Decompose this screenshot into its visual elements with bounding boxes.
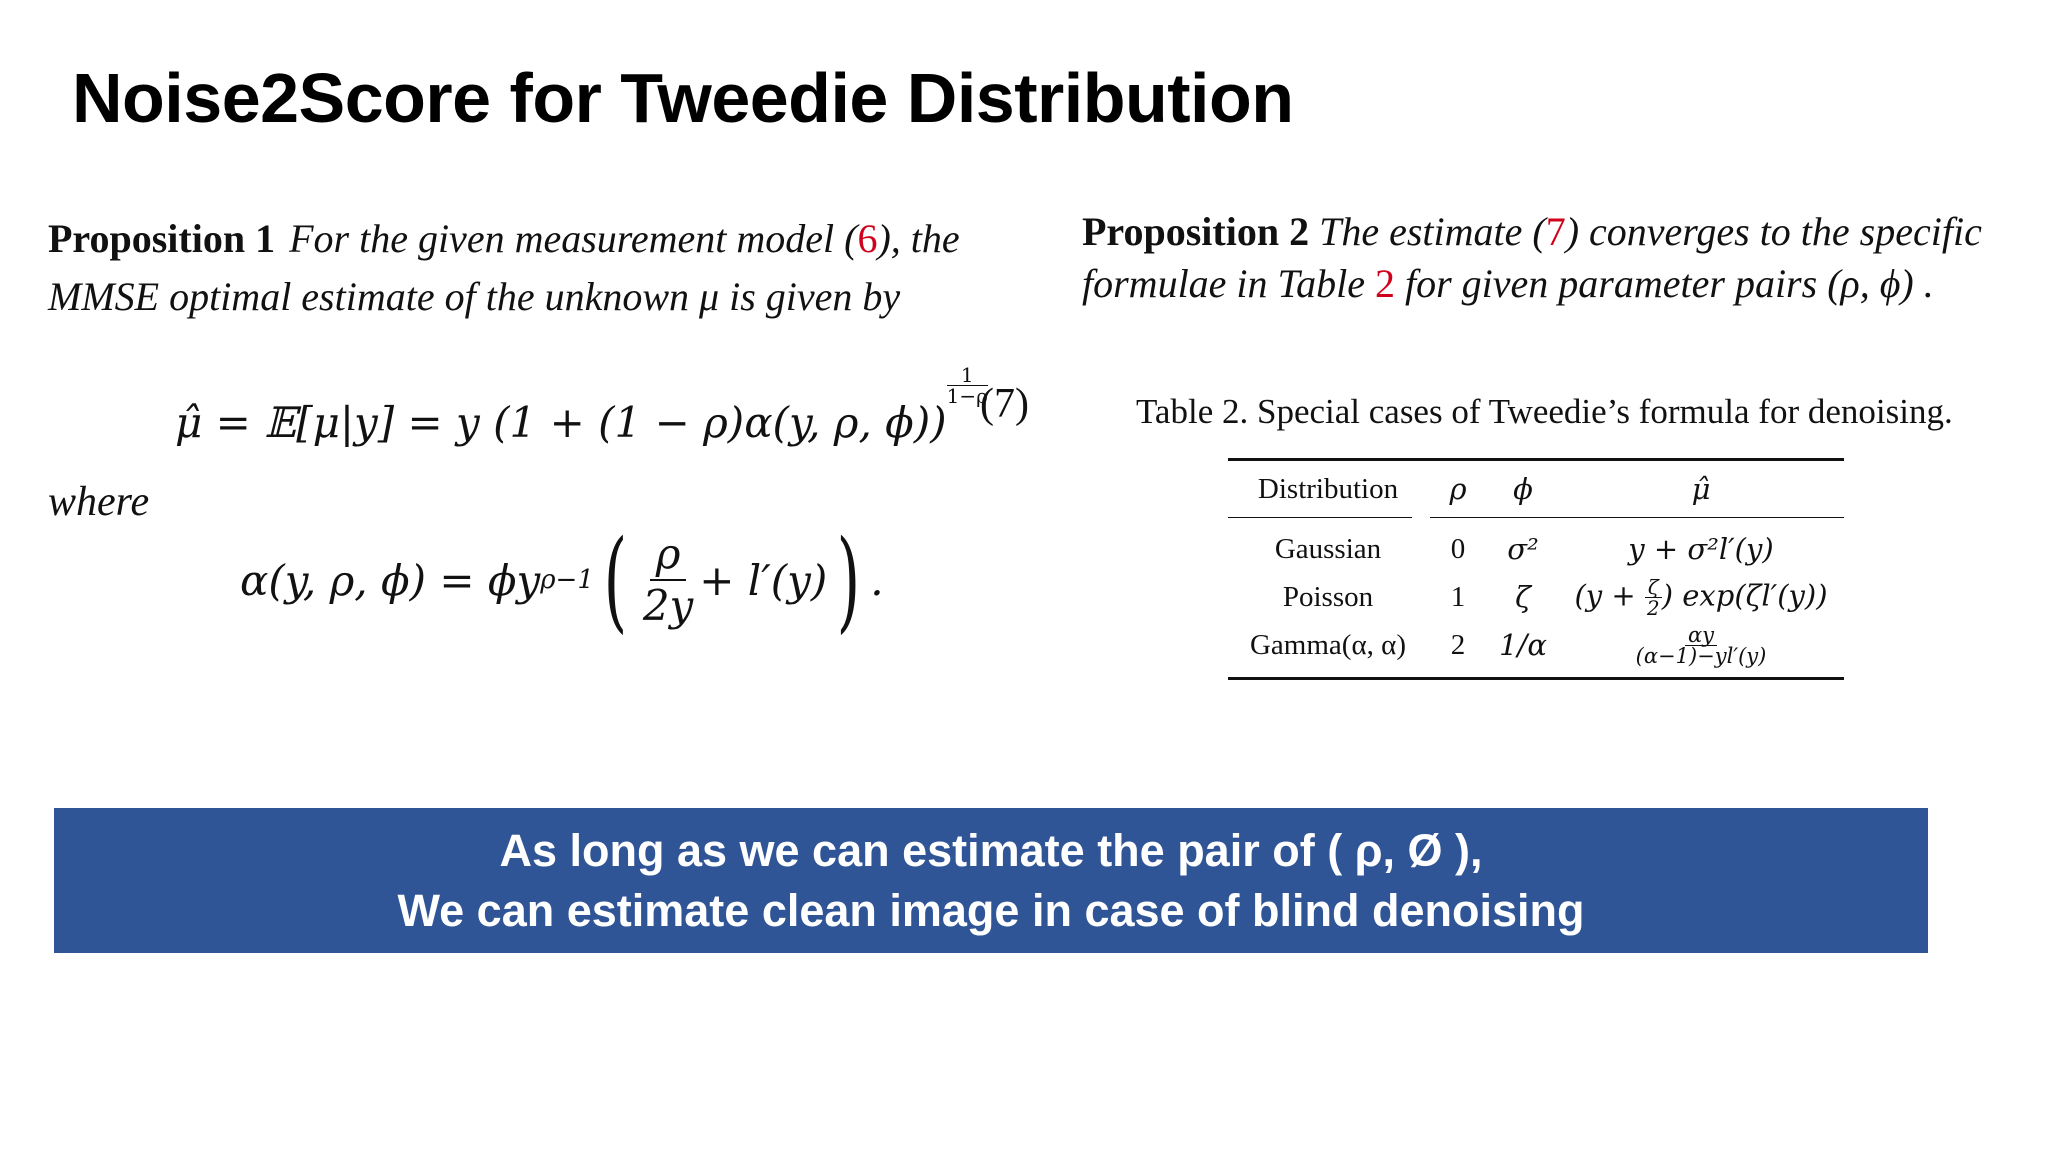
alpha-end: . [870,555,884,605]
cell-rho: 0 [1450,532,1466,565]
alpha-equation [240,516,884,644]
alpha-rest: + l′(y) [699,555,828,605]
cell-rho: 1 [1450,580,1466,613]
header-rho: ρ [1449,472,1467,506]
proposition-2 [1082,206,1982,310]
proposition-1-text-b: ), the MMSE optimal estimate of the unknown μ is given by [48,216,960,319]
table-row [1228,573,1844,621]
table-bottom-rule [1228,677,1844,680]
cell-mu-hat: $\frac{\alpha y}{(\alpha-1)-yl'(y)}$ [1635,622,1767,668]
cell-mu-hat: y + σ²l′(y) [1628,532,1774,566]
equation-7-body: μ̂ = 𝔼[μ|y] = y (1 + (1 − ρ)α(y, ρ, ϕ)) [175,398,947,447]
rho-over-2y-fraction: ρ 2y [642,529,694,630]
cell-distribution: Gamma(α, α) [1249,628,1406,661]
equation-7-exponent: 1 1−ρ [946,363,988,408]
table-ref-2[interactable]: 2 [1375,261,1395,306]
header-phi: ϕ [1513,472,1533,506]
cell-distribution: Gaussian [1274,532,1382,565]
tweedie-table [1228,458,1844,680]
proposition-2-text-b: ) converges to the specific formulae in Table [1082,209,1982,306]
where-label: where [48,479,150,525]
left-paren: ( [603,516,628,644]
table-caption: Table 2. Special cases of Tweedie’s formula for denoising. [1136,392,1953,431]
table-row [1228,621,1844,669]
equation-ref-7[interactable]: 7 [1545,209,1566,254]
alpha-exponent: ρ−1 [540,565,594,595]
equation-7 [175,365,988,447]
equation-7-number: (7) [980,381,1029,427]
summary-banner [54,808,1928,953]
right-paren: ) [836,516,861,644]
proposition-2-text-a: The estimate ( [1319,209,1546,254]
proposition-1 [48,210,1038,326]
slide-title: Noise2Score for Tweedie Distribution [72,59,1294,137]
proposition-2-text-c: for given parameter pairs (ρ, ϕ) . [1395,261,1934,306]
cell-phi: ζ [1515,580,1531,614]
cell-distribution: Poisson [1282,580,1374,613]
header-distribution: Distribution [1257,472,1399,505]
table-row [1228,525,1844,573]
cell-phi: 1/α [1499,628,1547,662]
proposition-1-text-a: For the given measurement model ( [289,216,858,261]
alpha-lhs: α(y, ρ, ϕ) = ϕy [240,555,541,605]
table-header-row [1228,461,1844,517]
banner-line-2: We can estimate clean image in case of blind denoising [397,884,1585,936]
cell-rho: 2 [1450,628,1466,661]
proposition-1-head: Proposition 1 [48,216,276,261]
proposition-2-head: Proposition 2 [1082,209,1310,254]
cell-mu-hat: (y + $\frac{\zeta}{2}$ ) exp(ζl′(y)) [1574,574,1828,620]
banner-line-1: As long as we can estimate the pair of ( ρ, Ø ), [499,824,1483,876]
table-mid-rule [1228,517,1844,519]
equation-ref-6[interactable]: 6 [857,216,878,261]
cell-phi: σ² [1507,532,1539,566]
header-mu-hat: μ̂ [1691,472,1711,506]
